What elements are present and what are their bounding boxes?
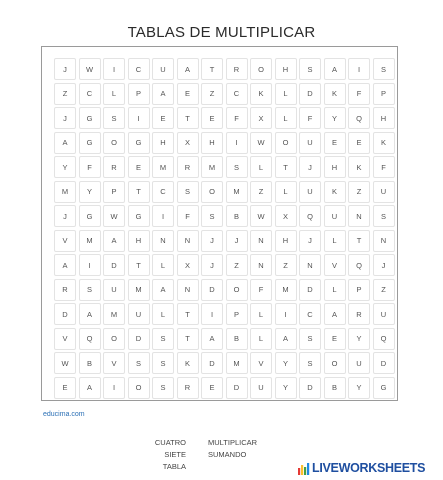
letter-cell[interactable]: V <box>103 352 125 374</box>
letter-cell[interactable]: O <box>275 132 297 154</box>
letter-cell[interactable]: S <box>152 328 174 350</box>
letter-cell[interactable]: A <box>152 83 174 105</box>
letter-cell[interactable]: S <box>373 58 395 80</box>
letter-cell[interactable]: T <box>177 303 199 325</box>
letter-cell[interactable]: J <box>226 230 248 252</box>
letter-cell[interactable]: I <box>103 377 125 399</box>
letter-cell[interactable]: R <box>177 156 199 178</box>
letter-cell[interactable]: V <box>250 352 272 374</box>
letter-cell[interactable]: D <box>373 352 395 374</box>
letter-cell[interactable]: M <box>275 279 297 301</box>
letter-cell[interactable]: U <box>324 205 346 227</box>
letter-cell[interactable]: S <box>201 205 223 227</box>
letter-cell[interactable]: A <box>324 303 346 325</box>
letter-cell[interactable]: U <box>373 303 395 325</box>
letter-cell[interactable]: S <box>152 377 174 399</box>
letter-cell[interactable]: Y <box>324 107 346 129</box>
letter-cell[interactable]: H <box>275 58 297 80</box>
letter-cell[interactable]: K <box>373 132 395 154</box>
letter-cell[interactable]: S <box>299 58 321 80</box>
letter-cell[interactable]: X <box>177 254 199 276</box>
letter-cell[interactable]: F <box>250 279 272 301</box>
letter-cell[interactable]: L <box>275 181 297 203</box>
letter-cell[interactable]: S <box>177 181 199 203</box>
letter-cell[interactable]: Y <box>275 377 297 399</box>
letter-cell[interactable]: N <box>250 254 272 276</box>
letter-cell[interactable]: I <box>152 205 174 227</box>
letter-cell[interactable]: A <box>152 279 174 301</box>
letter-cell[interactable]: Y <box>54 156 76 178</box>
letter-cell[interactable]: A <box>177 58 199 80</box>
word-list-item: SIETE <box>164 450 186 459</box>
letter-cell[interactable]: I <box>275 303 297 325</box>
letter-cell[interactable]: R <box>103 156 125 178</box>
letter-cell[interactable]: B <box>226 328 248 350</box>
letter-cell[interactable]: F <box>79 156 101 178</box>
letter-cell[interactable]: K <box>324 181 346 203</box>
letter-cell[interactable]: D <box>226 377 248 399</box>
letter-cell[interactable]: G <box>128 205 150 227</box>
letter-cell[interactable]: M <box>128 279 150 301</box>
letter-cell[interactable]: K <box>177 352 199 374</box>
letter-cell[interactable]: H <box>373 107 395 129</box>
letter-cell[interactable]: Z <box>226 254 248 276</box>
letter-cell[interactable]: P <box>373 83 395 105</box>
letter-cell[interactable]: H <box>201 132 223 154</box>
letter-cell[interactable]: Q <box>79 328 101 350</box>
letter-cell[interactable]: W <box>54 352 76 374</box>
letter-cell[interactable]: S <box>226 156 248 178</box>
letter-cell[interactable]: N <box>177 230 199 252</box>
letter-cell[interactable]: O <box>103 328 125 350</box>
letter-cell[interactable]: D <box>54 303 76 325</box>
letter-cell[interactable]: A <box>201 328 223 350</box>
letter-cell[interactable]: U <box>103 279 125 301</box>
letter-cell[interactable]: B <box>324 377 346 399</box>
letter-cell[interactable]: C <box>128 58 150 80</box>
letter-cell[interactable]: N <box>152 230 174 252</box>
word-list-item: TABLA <box>162 462 186 471</box>
letter-cell[interactable]: L <box>275 107 297 129</box>
letter-cell[interactable]: C <box>152 181 174 203</box>
letter-cell[interactable]: O <box>324 352 346 374</box>
letter-cell[interactable]: P <box>103 181 125 203</box>
letter-cell[interactable]: C <box>79 83 101 105</box>
letter-cell[interactable]: H <box>152 132 174 154</box>
letter-cell[interactable]: U <box>373 181 395 203</box>
letter-cell[interactable]: D <box>128 328 150 350</box>
letter-cell[interactable]: K <box>348 156 370 178</box>
letter-cell[interactable]: Y <box>79 181 101 203</box>
letter-cell[interactable]: U <box>128 303 150 325</box>
letter-cell[interactable]: E <box>128 156 150 178</box>
letter-cell[interactable]: U <box>152 58 174 80</box>
letter-cell[interactable]: S <box>152 352 174 374</box>
letter-cell[interactable]: G <box>79 107 101 129</box>
letter-cell[interactable]: R <box>54 279 76 301</box>
letter-cell[interactable]: W <box>250 205 272 227</box>
letter-cell[interactable]: V <box>54 328 76 350</box>
letter-cell[interactable]: D <box>201 279 223 301</box>
letter-cell[interactable]: J <box>54 58 76 80</box>
letter-cell[interactable]: E <box>348 132 370 154</box>
letter-cell[interactable]: D <box>299 83 321 105</box>
page-title: TABLAS DE MULTIPLICAR <box>127 24 316 41</box>
letter-cell[interactable]: O <box>201 181 223 203</box>
letter-cell[interactable]: X <box>250 107 272 129</box>
letter-cell[interactable]: G <box>373 377 395 399</box>
letter-cell[interactable]: C <box>226 83 248 105</box>
worksheet-bars-icon <box>298 462 310 475</box>
letter-cell[interactable]: Q <box>348 254 370 276</box>
letter-cell[interactable]: Y <box>348 328 370 350</box>
letter-cell[interactable]: R <box>348 303 370 325</box>
letter-cell[interactable]: H <box>128 230 150 252</box>
letter-cell[interactable]: Y <box>348 377 370 399</box>
letter-cell[interactable]: Z <box>54 83 76 105</box>
letter-cell[interactable]: G <box>79 132 101 154</box>
letter-cell[interactable]: D <box>299 279 321 301</box>
letter-cell[interactable]: M <box>152 156 174 178</box>
letter-cell[interactable]: G <box>79 205 101 227</box>
letter-cell[interactable]: F <box>348 83 370 105</box>
letter-cell[interactable]: Z <box>250 181 272 203</box>
letter-cell[interactable]: N <box>348 205 370 227</box>
letter-cell[interactable]: H <box>324 156 346 178</box>
letter-cell[interactable]: O <box>226 279 248 301</box>
letter-cell[interactable]: L <box>275 83 297 105</box>
letter-cell[interactable]: M <box>79 230 101 252</box>
letter-cell[interactable]: E <box>54 377 76 399</box>
letter-cell[interactable]: V <box>54 230 76 252</box>
letter-cell[interactable]: R <box>177 377 199 399</box>
letter-cell[interactable]: U <box>348 352 370 374</box>
letter-cell[interactable]: R <box>226 58 248 80</box>
letter-cell[interactable]: Z <box>201 83 223 105</box>
letter-cell[interactable]: J <box>201 230 223 252</box>
letter-cell[interactable]: K <box>324 83 346 105</box>
letter-cell[interactable]: I <box>348 58 370 80</box>
letter-cell[interactable]: E <box>324 132 346 154</box>
letter-cell[interactable]: T <box>177 107 199 129</box>
letter-cell[interactable]: E <box>201 377 223 399</box>
letter-cell[interactable]: Z <box>348 181 370 203</box>
letter-cell[interactable]: D <box>103 254 125 276</box>
letter-cell[interactable]: J <box>201 254 223 276</box>
letter-cell[interactable]: Z <box>373 279 395 301</box>
letter-cell[interactable]: F <box>177 205 199 227</box>
letter-cell[interactable]: U <box>299 181 321 203</box>
letter-cell[interactable]: M <box>226 181 248 203</box>
letter-cell[interactable]: T <box>128 254 150 276</box>
letter-cell[interactable]: U <box>250 377 272 399</box>
letter-cell[interactable]: O <box>250 58 272 80</box>
letter-cell[interactable]: A <box>54 132 76 154</box>
letter-cell[interactable]: L <box>152 254 174 276</box>
letter-cell[interactable]: N <box>299 254 321 276</box>
letter-cell[interactable]: D <box>201 352 223 374</box>
letter-cell[interactable]: F <box>373 156 395 178</box>
letter-cell[interactable]: O <box>128 377 150 399</box>
letter-cell[interactable]: G <box>128 132 150 154</box>
letter-cell[interactable]: X <box>177 132 199 154</box>
source-link[interactable]: educima.com <box>43 411 85 418</box>
letter-cell[interactable]: M <box>226 352 248 374</box>
letter-cell[interactable]: L <box>103 83 125 105</box>
letter-cell[interactable]: A <box>324 58 346 80</box>
letter-cell[interactable]: I <box>103 58 125 80</box>
letter-cell[interactable]: Z <box>275 254 297 276</box>
letter-cell[interactable]: S <box>128 352 150 374</box>
letter-cell[interactable]: M <box>54 181 76 203</box>
letter-cell[interactable]: C <box>299 303 321 325</box>
letter-cell[interactable]: L <box>324 230 346 252</box>
letter-cell[interactable]: W <box>79 58 101 80</box>
letter-cell[interactable]: S <box>299 352 321 374</box>
word-list-column-2 <box>208 437 268 461</box>
letter-cell[interactable]: E <box>177 83 199 105</box>
letter-cell[interactable]: M <box>201 156 223 178</box>
letter-cell[interactable]: L <box>324 279 346 301</box>
letter-cell[interactable]: N <box>177 279 199 301</box>
letter-cell[interactable]: J <box>54 107 76 129</box>
letter-cell[interactable]: W <box>250 132 272 154</box>
letter-cell[interactable]: J <box>299 156 321 178</box>
letter-cell[interactable]: T <box>201 58 223 80</box>
word-list-item: CUATRO <box>154 438 186 447</box>
letter-cell[interactable]: T <box>275 156 297 178</box>
letter-cell[interactable]: P <box>226 303 248 325</box>
letter-cell[interactable]: S <box>373 205 395 227</box>
word-search-puzzle <box>41 46 398 401</box>
letter-cell[interactable]: V <box>324 254 346 276</box>
word-list-item: SUMANDO <box>208 450 247 459</box>
letter-cell[interactable]: Y <box>275 352 297 374</box>
letter-cell[interactable]: T <box>177 328 199 350</box>
word-list-item: MULTIPLICAR <box>208 438 258 447</box>
letter-cell[interactable]: S <box>79 279 101 301</box>
letter-cell[interactable]: I <box>128 107 150 129</box>
letter-cell[interactable]: B <box>226 205 248 227</box>
letter-cell[interactable]: A <box>54 254 76 276</box>
letter-cell[interactable]: B <box>79 352 101 374</box>
letter-cell[interactable]: U <box>299 132 321 154</box>
letter-cell[interactable]: S <box>103 107 125 129</box>
letter-cell[interactable]: O <box>103 132 125 154</box>
letter-cell[interactable]: D <box>299 377 321 399</box>
letter-cell[interactable]: E <box>201 107 223 129</box>
letter-cell[interactable]: F <box>226 107 248 129</box>
letter-grid <box>54 58 395 399</box>
letter-cell[interactable]: P <box>128 83 150 105</box>
letter-cell[interactable]: T <box>128 181 150 203</box>
letter-cell[interactable]: J <box>54 205 76 227</box>
letter-cell[interactable]: N <box>373 230 395 252</box>
letter-cell[interactable]: I <box>79 254 101 276</box>
letter-cell[interactable]: T <box>348 230 370 252</box>
letter-cell[interactable]: N <box>250 230 272 252</box>
letter-cell[interactable]: A <box>275 328 297 350</box>
brand-text: LIVEWORKSHEETS <box>312 461 426 475</box>
letter-cell[interactable]: Q <box>373 328 395 350</box>
liveworksheets-logo <box>298 460 425 476</box>
letter-cell[interactable]: Q <box>299 205 321 227</box>
letter-cell[interactable]: S <box>299 328 321 350</box>
letter-cell[interactable]: M <box>103 303 125 325</box>
letter-cell[interactable]: P <box>348 279 370 301</box>
letter-cell[interactable]: L <box>250 156 272 178</box>
letter-cell[interactable]: X <box>275 205 297 227</box>
letter-cell[interactable]: I <box>226 132 248 154</box>
letter-cell[interactable]: L <box>250 328 272 350</box>
letter-cell[interactable]: A <box>79 303 101 325</box>
letter-cell[interactable]: L <box>250 303 272 325</box>
letter-cell[interactable]: A <box>103 230 125 252</box>
letter-cell[interactable]: J <box>299 230 321 252</box>
letter-cell[interactable]: W <box>103 205 125 227</box>
letter-cell[interactable]: H <box>275 230 297 252</box>
letter-cell[interactable]: E <box>324 328 346 350</box>
letter-cell[interactable]: A <box>79 377 101 399</box>
word-list-column-1 <box>150 437 186 473</box>
letter-cell[interactable]: L <box>152 303 174 325</box>
letter-cell[interactable]: Q <box>348 107 370 129</box>
letter-cell[interactable]: J <box>373 254 395 276</box>
letter-cell[interactable]: K <box>250 83 272 105</box>
letter-cell[interactable]: I <box>201 303 223 325</box>
letter-cell[interactable]: E <box>152 107 174 129</box>
letter-cell[interactable]: F <box>299 107 321 129</box>
